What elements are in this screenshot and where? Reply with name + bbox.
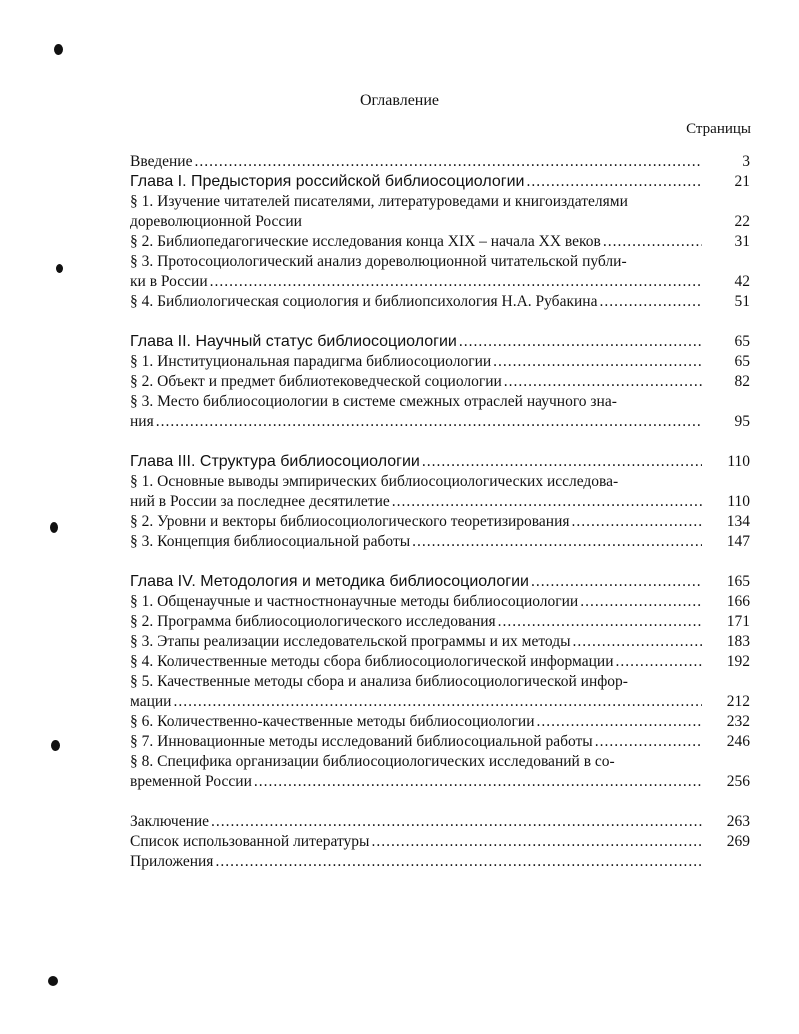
toc-entry[interactable] [130,352,750,372]
toc-entry-text: ния [130,413,154,430]
leader-dots [422,452,702,472]
toc-page-number: 263 [726,813,750,830]
toc-page-number: 269 [726,833,750,850]
toc-entry-text-line1: § 3. Место библиосоциологии в системе смежных отраслей научного зна- [130,393,617,410]
toc-entry-text: Приложения [130,853,214,870]
toc-entry-text: мации [130,693,172,710]
toc-page-number: 65 [734,333,750,350]
toc-chapter-1[interactable] [130,172,750,192]
toc-page-number: 192 [726,653,750,670]
leader-dots [459,332,702,352]
toc-entry[interactable] [130,372,750,392]
toc-entry[interactable] [130,272,750,292]
toc-page-number: 65 [734,353,750,370]
toc-page-number: 3 [742,153,750,170]
toc-page-number: 82 [734,373,750,390]
toc-page-number: 147 [726,533,750,550]
leader-dots [526,172,702,192]
toc-entry-text: § 3. Концепция библиосоциальной работы [130,533,411,550]
toc-page-number: 256 [726,773,750,790]
leader-dots [616,652,702,672]
toc-entry-text: ки в России [130,273,208,290]
toc-entry-text: Заключение [130,813,210,830]
leader-dots [573,632,702,652]
leader-dots [595,732,702,752]
scan-speck [48,976,58,986]
toc-entry-text: Глава IV. Методология и методика библиосоциологии [130,573,529,590]
toc-entry[interactable] [130,732,750,752]
toc-entry-text: § 7. Инновационные методы исследований библиосоциальной работы [130,733,593,750]
toc-entry-appendices[interactable] [130,852,750,872]
toc-page-number: 31 [734,233,750,250]
toc-entry[interactable] [130,412,750,432]
toc-entry-text: § 2. Библиопедагогические исследования конца XIX – начала XX веков [130,233,601,250]
toc-page-number: 165 [726,573,750,590]
leader-dots [173,692,702,712]
toc-page-number: 21 [734,173,750,190]
toc-entry-text: § 4. Количественные методы сбора библиосоциологической информации [130,653,614,670]
toc-chapter-4[interactable] [130,572,750,592]
toc-entry[interactable] [130,772,750,792]
scan-speck [54,44,63,55]
toc-entry[interactable] [130,632,750,652]
leader-dots [498,612,702,632]
leader-dots [493,352,702,372]
toc-entry[interactable] [130,492,750,512]
toc-page-number: 212 [726,693,750,710]
page-title: Оглавление [359,92,440,109]
leader-dots [210,272,702,292]
toc-entry-text: дореволюционной России [130,213,302,230]
toc-entry[interactable] [130,612,750,632]
toc-page-number: 42 [734,273,750,290]
toc-entry[interactable] [130,512,750,532]
toc-chapter-2[interactable] [130,332,750,352]
toc-entry-text-line1: § 5. Качественные методы сбора и анализа библиосоциологической инфор- [130,673,628,690]
toc-entry-text: § 1. Общенаучные и частностнонаучные методы библиосоциологии [130,593,579,610]
leader-dots [580,592,702,612]
leader-dots [531,572,702,592]
toc-entry-text: § 2. Программа библиосоциологического исследования [130,613,496,630]
toc-entry[interactable] [130,232,750,252]
toc-page-number: 166 [726,593,750,610]
toc-entry[interactable] [130,532,750,552]
leader-dots [194,152,702,172]
toc-page-number: 246 [726,733,750,750]
table-of-contents [130,152,750,872]
toc-page-number: 183 [726,633,750,650]
toc-entry-text-line1: § 1. Изучение читателей писателями, литературоведами и книгоиздателями [130,193,628,210]
leader-dots [371,832,702,852]
leader-dots [504,372,702,392]
scan-speck [50,522,58,533]
toc-page-number: 134 [726,513,750,530]
leader-dots [603,232,702,252]
toc-page-number: 110 [727,493,750,510]
toc-entry-text: § 6. Количественно-качественные методы библиосоциологии [130,713,535,730]
leader-dots [392,492,702,512]
scan-speck [51,740,60,751]
toc-entry[interactable] [130,592,750,612]
toc-entry[interactable] [130,212,750,232]
toc-entry-text: Глава I. Предыстория российской библиосоциологии [130,173,525,190]
toc-entry-text: ний в России за последнее десятилетие [130,493,390,510]
leader-dots [599,292,702,312]
leader-dots [572,512,703,532]
toc-page-number: 51 [734,293,750,310]
leader-dots [254,772,702,792]
toc-entry-text: Введение [130,153,193,170]
toc-entry-introduction[interactable] [130,152,750,172]
toc-page-number: 95 [734,413,750,430]
toc-page-number: 22 [734,213,750,230]
leader-dots [211,812,702,832]
toc-entry[interactable] [130,652,750,672]
toc-entry-text: § 1. Институциональная парадигма библиосоциологии [130,353,492,370]
leader-dots [412,532,702,552]
toc-entry-text: § 2. Объект и предмет библиотековедческой социологии [130,373,502,390]
toc-entry-text-line1: § 3. Протосоциологический анализ дореволюционной читательской публи- [130,253,627,270]
toc-entry-text: временной России [130,773,252,790]
toc-chapter-3[interactable] [130,452,750,472]
toc-page-number: 171 [726,613,750,630]
toc-entry-text: Глава III. Структура библиосоциологии [130,453,420,470]
toc-entry-text: § 3. Этапы реализации исследовательской программы и их методы [130,633,571,650]
toc-entry[interactable] [130,692,750,712]
toc-entry-text: Глава II. Научный статус библиосоциологии [130,333,457,350]
leader-dots [537,712,702,732]
toc-entry-conclusion[interactable] [130,812,750,832]
toc-entry-bibliography[interactable] [130,832,750,852]
toc-entry[interactable] [130,292,750,312]
toc-entry-text: § 4. Библиологическая социология и библиопсихология Н.А. Рубакина [130,293,598,310]
toc-entry-text-line1: § 1. Основные выводы эмпирических библиосоциологических исследова- [130,473,619,490]
toc-entry[interactable] [130,712,750,732]
scan-speck [56,264,63,273]
toc-page-number: 110 [727,453,750,470]
toc-page-number: 232 [726,713,750,730]
pages-column-label: Страницы [686,121,751,137]
leader-dots [215,852,702,872]
toc-entry-text-line1: § 8. Специфика организации библиосоциологических исследований в со- [130,753,615,770]
leader-dots [156,412,702,432]
toc-entry-text: Список использованной литературы [130,833,370,850]
toc-entry-text: § 2. Уровни и векторы библиосоциологического теоретизирования [130,513,570,530]
